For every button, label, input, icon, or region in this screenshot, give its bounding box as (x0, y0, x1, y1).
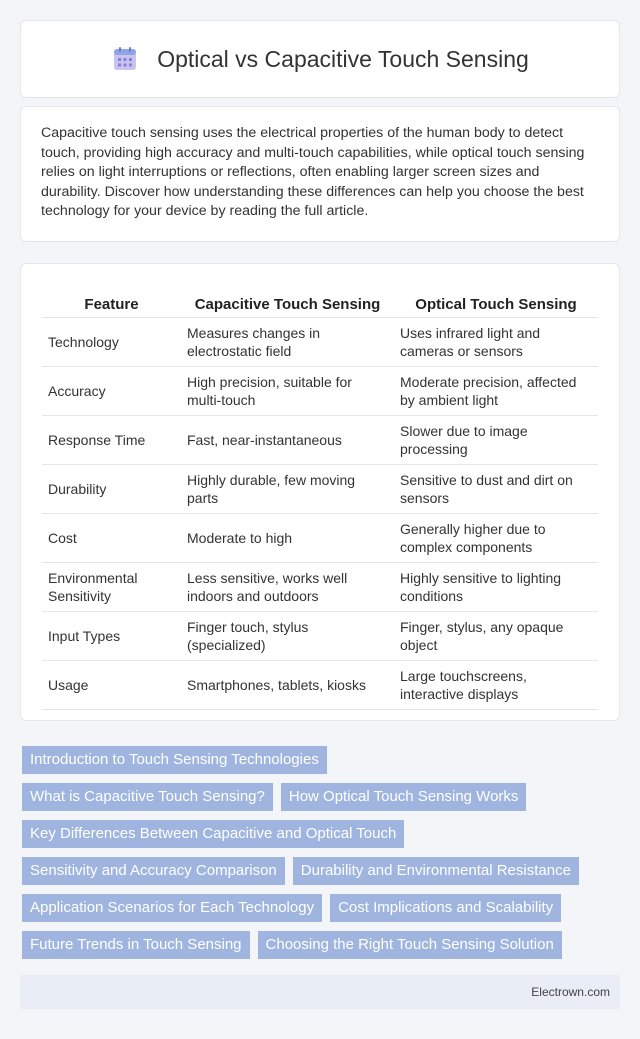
capacitive-cell: Less sensitive, works well indoors and outdoors (181, 563, 394, 612)
topic-link[interactable]: Key Differences Between Capacitive and Optical Touch (22, 820, 404, 848)
footer (20, 975, 620, 1009)
link-row (22, 820, 622, 848)
feature-cell: Accuracy (42, 367, 181, 416)
optical-cell: Sensitive to dust and dirt on sensors (394, 465, 598, 514)
capacitive-cell: High precision, suitable for multi-touch (181, 367, 394, 416)
capacitive-cell: Measures changes in electrostatic field (181, 318, 394, 367)
optical-cell: Slower due to image processing (394, 416, 598, 465)
table-row (42, 465, 598, 514)
related-links (22, 746, 622, 968)
table-row (42, 416, 598, 465)
column-header: Optical Touch Sensing (394, 284, 598, 318)
table-row (42, 612, 598, 661)
table-row (42, 563, 598, 612)
optical-cell: Large touchscreens, interactive displays (394, 661, 598, 710)
capacitive-cell: Smartphones, tablets, kiosks (181, 661, 394, 710)
title-card (20, 20, 620, 98)
link-row (22, 931, 622, 959)
footer-site-name: Electrown.com (531, 985, 610, 999)
table-row (42, 661, 598, 710)
optical-cell: Highly sensitive to lighting conditions (394, 563, 598, 612)
topic-link[interactable]: Durability and Environmental Resistance (293, 857, 579, 885)
intro-text: Capacitive touch sensing uses the electrical properties of the human body to detect touch, providing high accuracy and multi-touch capabilities, while optical touch sensing relies on light interruptions or reflections, often enabling larger screen sizes and durability. Discover how understanding these differences can help you choose the best technology for your device by reading the full article. (41, 125, 585, 220)
optical-cell: Generally higher due to complex components (394, 514, 598, 563)
table-row (42, 367, 598, 416)
capacitive-cell: Finger touch, stylus (specialized) (181, 612, 394, 661)
feature-cell: Durability (42, 465, 181, 514)
comparison-table-card (20, 263, 620, 721)
link-row (22, 783, 622, 811)
comparison-table (42, 284, 598, 710)
topic-link[interactable]: Future Trends in Touch Sensing (22, 931, 250, 959)
capacitive-cell: Highly durable, few moving parts (181, 465, 394, 514)
calendar-icon (111, 45, 139, 73)
column-header: Feature (42, 284, 181, 318)
optical-cell: Uses infrared light and cameras or sensors (394, 318, 598, 367)
feature-cell: Technology (42, 318, 181, 367)
capacitive-cell: Moderate to high (181, 514, 394, 563)
link-row (22, 894, 622, 922)
page-title: Optical vs Capacitive Touch Sensing (157, 45, 529, 72)
table-row (42, 514, 598, 563)
topic-link[interactable]: What is Capacitive Touch Sensing? (22, 783, 273, 811)
link-row (22, 857, 622, 885)
feature-cell: Input Types (42, 612, 181, 661)
topic-link[interactable]: Sensitivity and Accuracy Comparison (22, 857, 285, 885)
feature-cell: Cost (42, 514, 181, 563)
column-header: Capacitive Touch Sensing (181, 284, 394, 318)
optical-cell: Finger, stylus, any opaque object (394, 612, 598, 661)
feature-cell: Response Time (42, 416, 181, 465)
topic-link[interactable]: Choosing the Right Touch Sensing Solution (258, 931, 562, 959)
intro-card (20, 106, 620, 242)
capacitive-cell: Fast, near-instantaneous (181, 416, 394, 465)
topic-link[interactable]: Cost Implications and Scalability (330, 894, 561, 922)
table-row (42, 318, 598, 367)
topic-link[interactable]: Introduction to Touch Sensing Technologies (22, 746, 327, 774)
table-header-row (42, 284, 598, 318)
topic-link[interactable]: Application Scenarios for Each Technology (22, 894, 322, 922)
topic-link[interactable]: How Optical Touch Sensing Works (281, 783, 527, 811)
feature-cell: Usage (42, 661, 181, 710)
optical-cell: Moderate precision, affected by ambient light (394, 367, 598, 416)
feature-cell: Environmental Sensitivity (42, 563, 181, 612)
link-row (22, 746, 622, 774)
